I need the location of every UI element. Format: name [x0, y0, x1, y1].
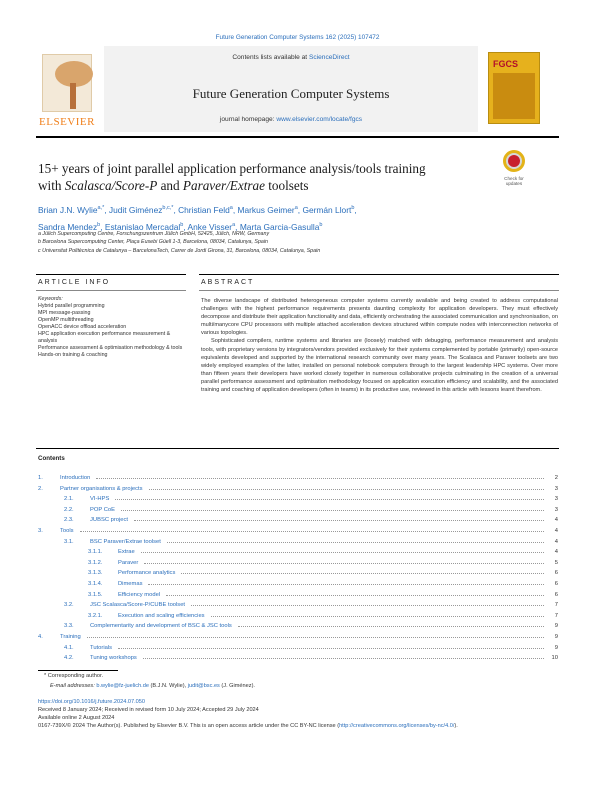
received-dates: Received 8 January 2024; Received in revised form 10 July 2024; Accepted 29 July 2024: [38, 706, 259, 713]
cover-title: FGCS: [493, 59, 519, 69]
title-line1: 15+ years of joint parallel application performance analysis/tools training: [38, 161, 426, 176]
toc-label[interactable]: Tools: [60, 527, 74, 534]
contents-prefix: Contents lists available at: [232, 54, 309, 61]
email-label: E-mail addresses:: [50, 683, 97, 689]
journal-reference[interactable]: Future Generation Computer Systems 162 (2025) 107472: [215, 34, 380, 41]
license-link[interactable]: http://creativecommons.org/licenses/by-nc/4.0/: [339, 722, 455, 729]
author-list: Brian J.N. Wylie$^{a,*}$, Judit Giménez$^{b,c,*}$, Christian Feld$^a$, Markus Geimer$^a$, Germán Llort$^b$, Sandra Mendez$^b$, Estanislao Mercadal$^b$, Anke Visser$^a$, Marta Garcia-Gasulla$^b$: [38, 204, 357, 232]
toc-page-number: 4: [554, 549, 558, 556]
toc-label[interactable]: POP CoE: [90, 506, 116, 513]
contents-rule: [36, 448, 559, 449]
author[interactable]: Marta Garcia-Gasulla$^b$: [239, 221, 323, 232]
toc-label[interactable]: Introduction: [60, 475, 91, 481]
toc-entry[interactable]: [38, 654, 558, 665]
toc-label[interactable]: Tutorials: [90, 644, 113, 651]
doi-link[interactable]: https://doi.org/10.1016/j.future.2024.07.050: [38, 699, 145, 705]
homepage-prefix: journal homepage:: [219, 116, 277, 123]
keywords-heading: Keywords:: [38, 296, 63, 302]
toc-number: 3.2.1.: [88, 612, 103, 619]
toc-page-number: 7: [554, 602, 558, 609]
toc-leader-dots: [211, 612, 544, 617]
toc-label[interactable]: BSC Paraver/Extrae toolset: [90, 538, 161, 545]
toc-number: 4.2.: [64, 655, 74, 662]
toc-number: 3.1.1.: [88, 549, 103, 556]
keyword: HPC application execution performance measurement & analysis: [38, 331, 171, 344]
toc-label[interactable]: Partner organisations & projects: [60, 485, 143, 492]
footnote-rule: [38, 670, 118, 671]
toc-page-number: 9: [554, 644, 558, 651]
journal-homepage-link[interactable]: www.elsevier.com/locate/fgcs: [276, 116, 363, 123]
affiliation: b Barcelona Supercomputing Center, Plaça Eusebi Güell 1-3, Barcelona, 08034, Catalunya, Spain: [38, 239, 268, 246]
toc-number: 3.: [38, 527, 43, 534]
toc-leader-dots: [148, 580, 544, 585]
toc-entry[interactable]: [38, 601, 558, 612]
toc-entry[interactable]: [38, 538, 558, 549]
toc-leader-dots: [118, 644, 544, 649]
toc-leader-dots: [191, 601, 544, 606]
toc-number: 4.1.: [64, 644, 74, 651]
author[interactable]: Estanislao Mercadal$^b$: [104, 221, 184, 232]
toc-page-number: 7: [554, 612, 558, 619]
keyword: Hybrid parallel programming: [38, 303, 105, 309]
toc-label[interactable]: Complementarity and development of BSC & JSC tools: [90, 623, 232, 630]
toc-number: 2.2.: [64, 506, 74, 513]
toc-page-number: 9: [554, 633, 558, 640]
toc-page-number: 6: [554, 591, 558, 598]
toc-label[interactable]: Extrae: [118, 549, 135, 556]
toc-page-number: 5: [554, 559, 558, 566]
toc-entry[interactable]: [38, 580, 558, 591]
keywords-block: [38, 296, 186, 359]
author[interactable]: Christian Feld$^a$: [178, 204, 233, 215]
article-info-heading: ARTICLE INFO: [38, 279, 111, 286]
toc-leader-dots: [167, 538, 544, 543]
title-and: and: [157, 178, 183, 193]
license-statement: 0167-739X/© 2024 The Author(s). Published by Elsevier B.V. This is an open access article under the CC BY-NC license (http://creativecommons.org/licenses/by-nc/4.0/).: [38, 722, 458, 729]
toc-label[interactable]: JSC Scalasca/Score-P/CUBE toolset: [90, 602, 186, 609]
toc-label[interactable]: Efficiency model: [118, 591, 161, 598]
toc-number: 2.1.: [64, 496, 74, 503]
toc-entry[interactable]: [38, 612, 558, 623]
toc-entry[interactable]: [38, 495, 558, 506]
keyword: OpenACC device offload acceleration: [38, 324, 127, 330]
author[interactable]: Anke Visser$^a$: [187, 221, 236, 232]
toc-page-number: 4: [554, 517, 558, 524]
email-owner: (J. Giménez).: [219, 683, 255, 689]
toc-leader-dots: [144, 559, 544, 564]
toc-entry[interactable]: [38, 633, 558, 644]
toc-number: 3.1.2.: [88, 559, 103, 566]
toc-leader-dots: [141, 548, 544, 553]
masthead-divider: [36, 136, 559, 138]
toc-leader-dots: [238, 622, 544, 627]
keyword: OpenMP multithreading: [38, 317, 94, 323]
toc-entry[interactable]: [38, 474, 558, 485]
sciencedirect-link[interactable]: ScienceDirect: [308, 54, 350, 61]
toc-page-number: 6: [554, 580, 558, 587]
affiliations: [38, 230, 558, 255]
toc-leader-dots: [149, 485, 545, 490]
cover-artwork: [493, 73, 535, 119]
toc-label[interactable]: JUBSC project: [90, 517, 129, 524]
author[interactable]: Sandra Mendez$^b$: [38, 221, 101, 232]
toc-leader-dots: [143, 654, 544, 659]
toc-page-number: 4: [554, 527, 558, 534]
toc-page-number: 10: [551, 655, 558, 662]
journal-masthead: [36, 46, 559, 132]
author[interactable]: Markus Geimer$^a$: [237, 204, 298, 215]
journal-cover-image[interactable]: [488, 52, 540, 124]
toc-page-number: 4: [554, 538, 558, 545]
crossmark-label: Check for updates: [504, 176, 524, 186]
toc-page-number: 9: [554, 623, 558, 630]
contents-available-line: [104, 54, 478, 61]
toc-leader-dots: [96, 474, 544, 479]
keyword: MPI message-passing: [38, 310, 91, 316]
toc-number: 1.: [38, 475, 43, 481]
publication-info: [38, 699, 558, 731]
toc-label[interactable]: VI-HPS: [90, 496, 110, 503]
toc-page-number: 2: [554, 475, 558, 481]
abstract-paragraph: Sophisticated compilers, runtime systems and libraries are (loosely) matched with debugging, performance measurement and analysis tools, with proprietary versions by integrators/vendors provided exclusively for their systems complemented by portable (primarily) open-source equivalents developed and supported by the international research community over many years. The Scalasca and Paraver toolsets are two widely employed examples of the latter, installed on personal notebook computers through to the largest leadership HPC systems. Over more than fifteen years their developers have worked closely together in numerous collaborative projects culminating in the creation of a universal parallel performance assessment and optimisation methodology focused on application execution efficiency and scalability, and the associated training and coaching of application developers (often in teams) in its productive use, reviewed in this article with lessons learnt therefrom.: [201, 338, 558, 394]
toc-entry[interactable]: [38, 527, 558, 538]
table-of-contents: [38, 474, 558, 665]
author[interactable]: Brian J.N. Wylie$^{a,*}$: [38, 204, 105, 215]
toc-leader-dots: [87, 633, 544, 638]
author[interactable]: Judit Giménez$^{b,c,*}$: [108, 204, 174, 215]
affiliation: a Jülich Supercomputing Centre, Forschungszentrum Jülich GmbH, 52425, Jülich, NRW, Germany: [38, 231, 270, 237]
toc-label[interactable]: Dimemas: [118, 580, 143, 587]
title-tool1: Scalasca/Score-P: [64, 178, 158, 193]
toc-entry[interactable]: [38, 516, 558, 527]
toc-leader-dots: [121, 506, 544, 511]
elsevier-wordmark: ELSEVIER: [39, 116, 95, 128]
toc-page-number: 6: [554, 570, 558, 577]
check-for-updates-badge[interactable]: [497, 150, 531, 194]
article-title: [38, 160, 478, 194]
toc-entry[interactable]: [38, 644, 558, 655]
toc-leader-dots: [134, 516, 544, 521]
title-tool2: Paraver/Extrae: [182, 178, 265, 193]
toc-page-number: 3: [554, 506, 558, 513]
toc-label[interactable]: Tuning workshops: [90, 655, 137, 662]
abstract-heading: ABSTRACT: [201, 279, 255, 286]
toc-entry[interactable]: [38, 548, 558, 559]
email-addresses: [50, 683, 255, 689]
keyword: Performance assessment & optimisation methodology & tools: [38, 345, 183, 351]
toc-entry[interactable]: [38, 622, 558, 633]
toc-entry[interactable]: [38, 569, 558, 580]
title-prefix: with: [38, 178, 65, 193]
toc-number: 3.1.4.: [88, 580, 103, 587]
toc-leader-dots: [166, 591, 544, 596]
email-owner: (B.J.N. Wylie),: [148, 683, 188, 689]
toc-label[interactable]: Performance analytics: [118, 570, 176, 577]
author[interactable]: Germán Llort$^b$: [302, 204, 355, 215]
toc-label[interactable]: Training: [60, 633, 81, 640]
elsevier-logo[interactable]: [36, 54, 98, 128]
toc-number: 3.1.: [64, 538, 74, 545]
toc-entry[interactable]: [38, 506, 558, 517]
abstract-subrule: [199, 290, 559, 291]
toc-number: 3.2.: [64, 602, 74, 609]
abstract-rule: [199, 274, 559, 275]
toc-number: 2.: [38, 485, 43, 492]
toc-page-number: 3: [554, 496, 558, 503]
email-link[interactable]: b.wylie@fz-juelich.de: [96, 683, 149, 689]
toc-page-number: 3: [554, 485, 558, 492]
title-suffix: toolsets: [264, 178, 309, 193]
toc-number: 2.3.: [64, 517, 74, 524]
toc-number: 3.1.3.: [88, 570, 103, 577]
abstract-paragraph: The diverse landscape of distributed heterogeneous computer systems currently available and being created to address computational challenges with the highest performance requirements presents daunting complexity for application developers. They must effectively decompose and distribute their application functionality and data, efficiently orchestrating the associated communication and synchronisation, on multi/manycore CPU processors with multiple attached acceleration devices structured within compute nodes with interconnection networks of various topologies.: [201, 298, 558, 337]
toc-entry[interactable]: [38, 559, 558, 570]
keyword: Hands-on training & coaching: [38, 352, 108, 358]
affiliation: c Universitat Politècnica de Catalunya – BarcelonaTech, Carrer de Jordi Girona, 31, Barcelona, 08034, Catalunya, Spain: [38, 247, 321, 254]
masthead-center-panel: [104, 46, 478, 132]
toc-leader-dots: [80, 527, 544, 532]
toc-leader-dots: [181, 569, 544, 574]
contents-heading: Contents: [38, 455, 65, 462]
toc-label[interactable]: Paraver: [118, 559, 139, 566]
toc-number: 3.3.: [64, 623, 74, 630]
corresponding-author-note: * Corresponding author.: [44, 673, 104, 679]
abstract-body: [201, 297, 558, 394]
toc-label[interactable]: Execution and scaling efficiencies: [118, 612, 205, 619]
article-info-subrule: [36, 290, 186, 291]
toc-number: 3.1.5.: [88, 591, 103, 598]
available-online: Available online 2 August 2024: [38, 714, 115, 721]
journal-homepage-line: [104, 116, 478, 123]
email-link[interactable]: judit@bsc.es: [187, 683, 220, 689]
journal-title: Future Generation Computer Systems: [192, 86, 390, 101]
article-info-rule: [36, 274, 186, 275]
toc-number: 4.: [38, 633, 43, 640]
elsevier-tree-icon: [42, 54, 92, 112]
toc-leader-dots: [115, 495, 544, 500]
toc-entry[interactable]: [38, 591, 558, 602]
toc-entry[interactable]: [38, 485, 558, 496]
